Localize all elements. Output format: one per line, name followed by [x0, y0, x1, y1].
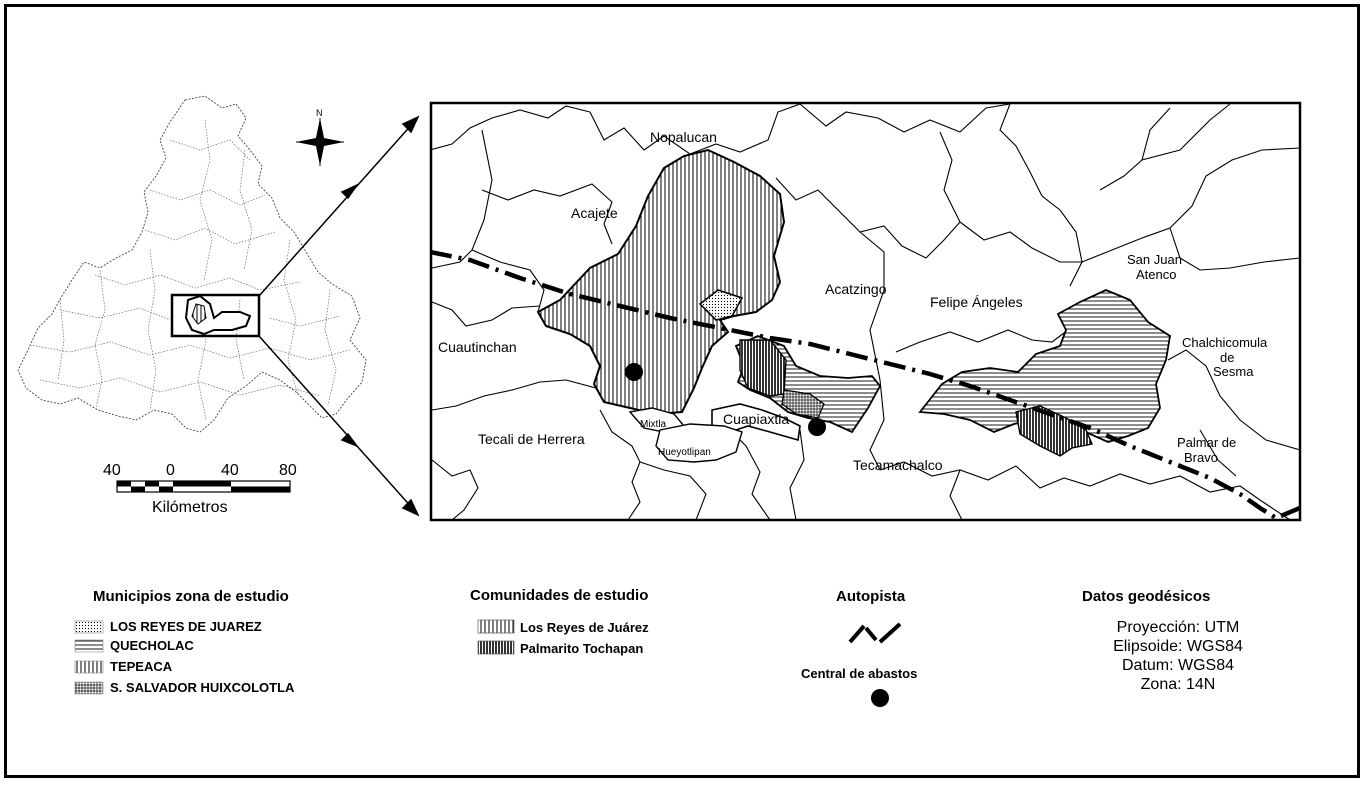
- place-label-cuapiaxtla: Cuapiaxtla: [723, 411, 790, 427]
- place-label-tecali: Tecali de Herrera: [478, 431, 585, 447]
- legend-central-title: Central de abastos: [801, 666, 918, 681]
- place-label-bravo: Bravo: [1184, 450, 1218, 465]
- legend-item-quecholac: QUECHOLAC: [110, 638, 194, 653]
- autopista-symbol-icon: [850, 624, 900, 642]
- place-label-mixtla: Mixtla: [640, 419, 667, 430]
- swatch-quecholac-icon: [75, 640, 103, 652]
- north-arrow-icon: [296, 108, 344, 166]
- scale-tick-0: 0: [166, 462, 175, 479]
- place-label-palmar-de: Palmar de: [1177, 435, 1237, 450]
- swatch-palmarito-icon: [478, 641, 514, 654]
- north-label: N: [316, 108, 323, 118]
- place-label-felipe-angeles: Felipe Ángeles: [930, 294, 1023, 310]
- swatch-huixcolotla-icon: [75, 682, 103, 694]
- central-abastos-marker: [625, 363, 643, 381]
- place-label-de: de: [1220, 350, 1235, 365]
- state-overview-map: [18, 96, 366, 432]
- geo-zona: Zona: 14N: [1140, 676, 1216, 693]
- place-label-tecamachalco: Tecamachalco: [853, 457, 943, 473]
- place-label-atenco: Atenco: [1136, 267, 1177, 282]
- place-label-sesma: Sesma: [1213, 364, 1254, 379]
- swatch-los-reyes-community-icon: [478, 620, 514, 633]
- legend-geodesicos: [1082, 588, 1243, 693]
- legend-item-los-reyes: LOS REYES DE JUAREZ: [110, 619, 262, 634]
- legend-municipios-title: Municipios zona de estudio: [93, 588, 289, 605]
- zoom-arrows: [259, 117, 418, 515]
- legend-municipios: [75, 588, 295, 695]
- legend-item-huixcolotla: S. SALVADOR HUIXCOLOTLA: [110, 680, 295, 695]
- swatch-tepeaca-icon: [75, 661, 103, 673]
- scale-tick-40: 40: [221, 462, 239, 479]
- scale-bar: [103, 462, 297, 516]
- place-label-hueyotlipan: Hueyotlipan: [658, 447, 711, 458]
- swatch-los-reyes-icon: [75, 621, 103, 633]
- central-abastos-marker: [808, 418, 826, 436]
- central-abastos-legend-icon: [871, 689, 889, 707]
- geo-proyeccion: Proyección: UTM: [1116, 619, 1240, 636]
- place-label-acajete: Acajete: [571, 205, 618, 221]
- geo-datum: Datum: WGS84: [1121, 657, 1235, 674]
- legend-comunidades-title: Comunidades de estudio: [470, 587, 649, 604]
- legend-comunidades: [470, 587, 649, 656]
- legend-item-los-reyes-community: Los Reyes de Juárez: [520, 620, 649, 635]
- place-label-san-juan: San Juan: [1127, 252, 1182, 267]
- legend-autopista: [801, 588, 917, 707]
- scale-unit-label: Kilómetros: [152, 499, 228, 516]
- geo-elipsoide: Elipsoide: WGS84: [1113, 638, 1243, 655]
- scale-tick-40-left: 40: [103, 462, 121, 479]
- place-label-cuautinchan: Cuautinchan: [438, 339, 517, 355]
- place-label-chalchicomula: Chalchicomula: [1182, 335, 1268, 350]
- legend-item-tepeaca: TEPEACA: [110, 659, 173, 674]
- inset-map: [430, 103, 1300, 520]
- place-label-nopalucan: Nopalucan: [650, 129, 717, 145]
- legend-item-palmarito: Palmarito Tochapan: [520, 641, 644, 656]
- scale-tick-80: 80: [279, 462, 297, 479]
- place-label-acatzingo: Acatzingo: [825, 281, 887, 297]
- legend-autopista-title: Autopista: [836, 588, 906, 605]
- legend-geodesicos-title: Datos geodésicos: [1082, 588, 1211, 605]
